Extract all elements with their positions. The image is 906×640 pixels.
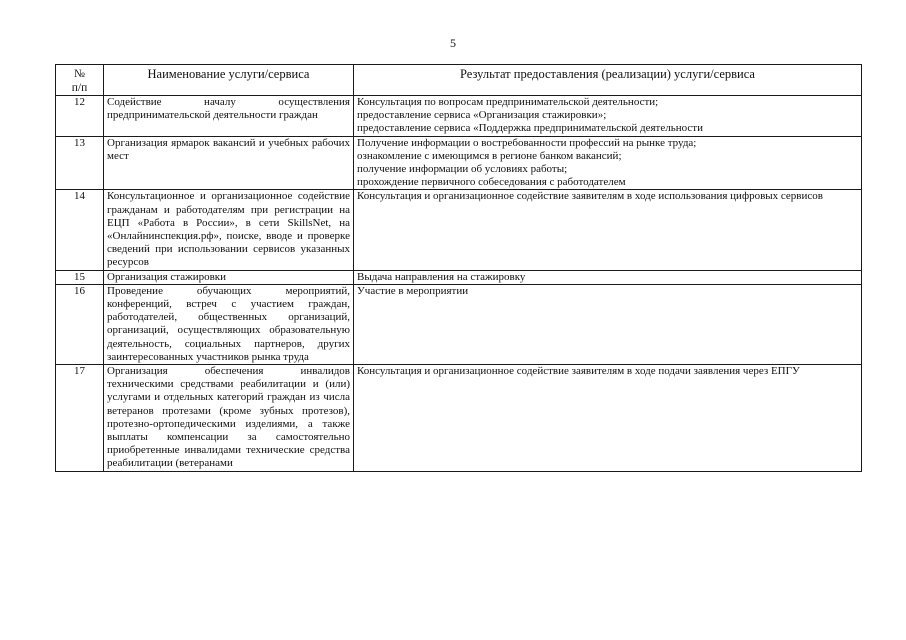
header-number-line1: №	[74, 68, 85, 80]
service-result	[354, 96, 862, 137]
header-number	[56, 65, 104, 96]
service-result	[354, 284, 862, 364]
row-number: 17	[56, 365, 104, 472]
service-name: Содействие началу осуществления предпринимательской деятельности граждан	[104, 96, 354, 137]
table-row	[56, 96, 862, 137]
service-result	[354, 365, 862, 472]
service-name: Организация стажировки	[104, 270, 354, 284]
table-row	[56, 365, 862, 472]
row-number: 13	[56, 136, 104, 190]
result-line: прохождение первичного собеседования с работодателем	[357, 176, 626, 189]
header-number-line2: п/п	[71, 82, 88, 94]
table-header-row	[56, 65, 862, 96]
result-line: ознакомление с имеющимся в регионе банком вакансий;	[357, 149, 622, 162]
result-line: Участие в мероприятии	[357, 284, 469, 297]
service-name: Организация ярмарок вакансий и учебных рабочих мест	[104, 136, 354, 190]
table-row	[56, 284, 862, 364]
result-line: получение информации об условиях работы;	[357, 163, 568, 176]
result-line: Консультация по вопросам предпринимательской деятельности;	[357, 96, 659, 108]
service-result	[354, 136, 862, 190]
service-name: Консультационное и организационное содействие гражданам и работодателям при регистрации на ЕЦП «Работа в России», в сети SkillsNet, на «Онлайнинспекция.рф», поиске, вводе и проверке сведений при использовании сервисов указанных ресурсов	[104, 190, 354, 270]
table-row	[56, 136, 862, 190]
result-line: предоставление сервиса «Поддержка предпринимательской деятельности	[357, 122, 703, 135]
row-number: 16	[56, 284, 104, 364]
header-name: Наименование услуги/сервиса	[104, 65, 354, 96]
row-number: 12	[56, 96, 104, 137]
row-number: 14	[56, 190, 104, 270]
table-row	[56, 190, 862, 270]
result-line: Выдача направления на стажировку	[357, 270, 526, 283]
service-result	[354, 270, 862, 284]
result-line: Получение информации о востребованности профессий на рынке труда;	[357, 136, 697, 149]
service-name: Проведение обучающих мероприятий, конференций, встреч с участием граждан, работодателей, общественных организаций, организаций, осуществляющих образовательную деятельность, социальных партнеров, других заинтересованных участников рынка труда	[104, 284, 354, 364]
row-number: 15	[56, 270, 104, 284]
result-line: Консультация и организационное содействие заявителям в ходе использования цифровых сервисов	[357, 190, 823, 203]
header-result: Результат предоставления (реализации) услуги/сервиса	[354, 65, 862, 96]
table-row	[56, 270, 862, 284]
service-name: Организация обеспечения инвалидов техническими средствами реабилитации и (или) услугами и отдельных категорий граждан из числа ветеранов протезами (кроме зубных протезов), протезно-ортопедическими изделиями, а также выплаты компенсации за самостоятельно приобретенные инвалидами технические средства реабилитации (ветеранами	[104, 365, 354, 472]
result-line: Консультация и организационное содействие заявителям в ходе подачи заявления через ЕПГУ	[357, 365, 800, 378]
service-result	[354, 190, 862, 270]
page-number: 5	[450, 36, 456, 50]
result-line: предоставление сервиса «Организация стажировки»;	[357, 109, 607, 122]
services-table	[55, 64, 862, 472]
